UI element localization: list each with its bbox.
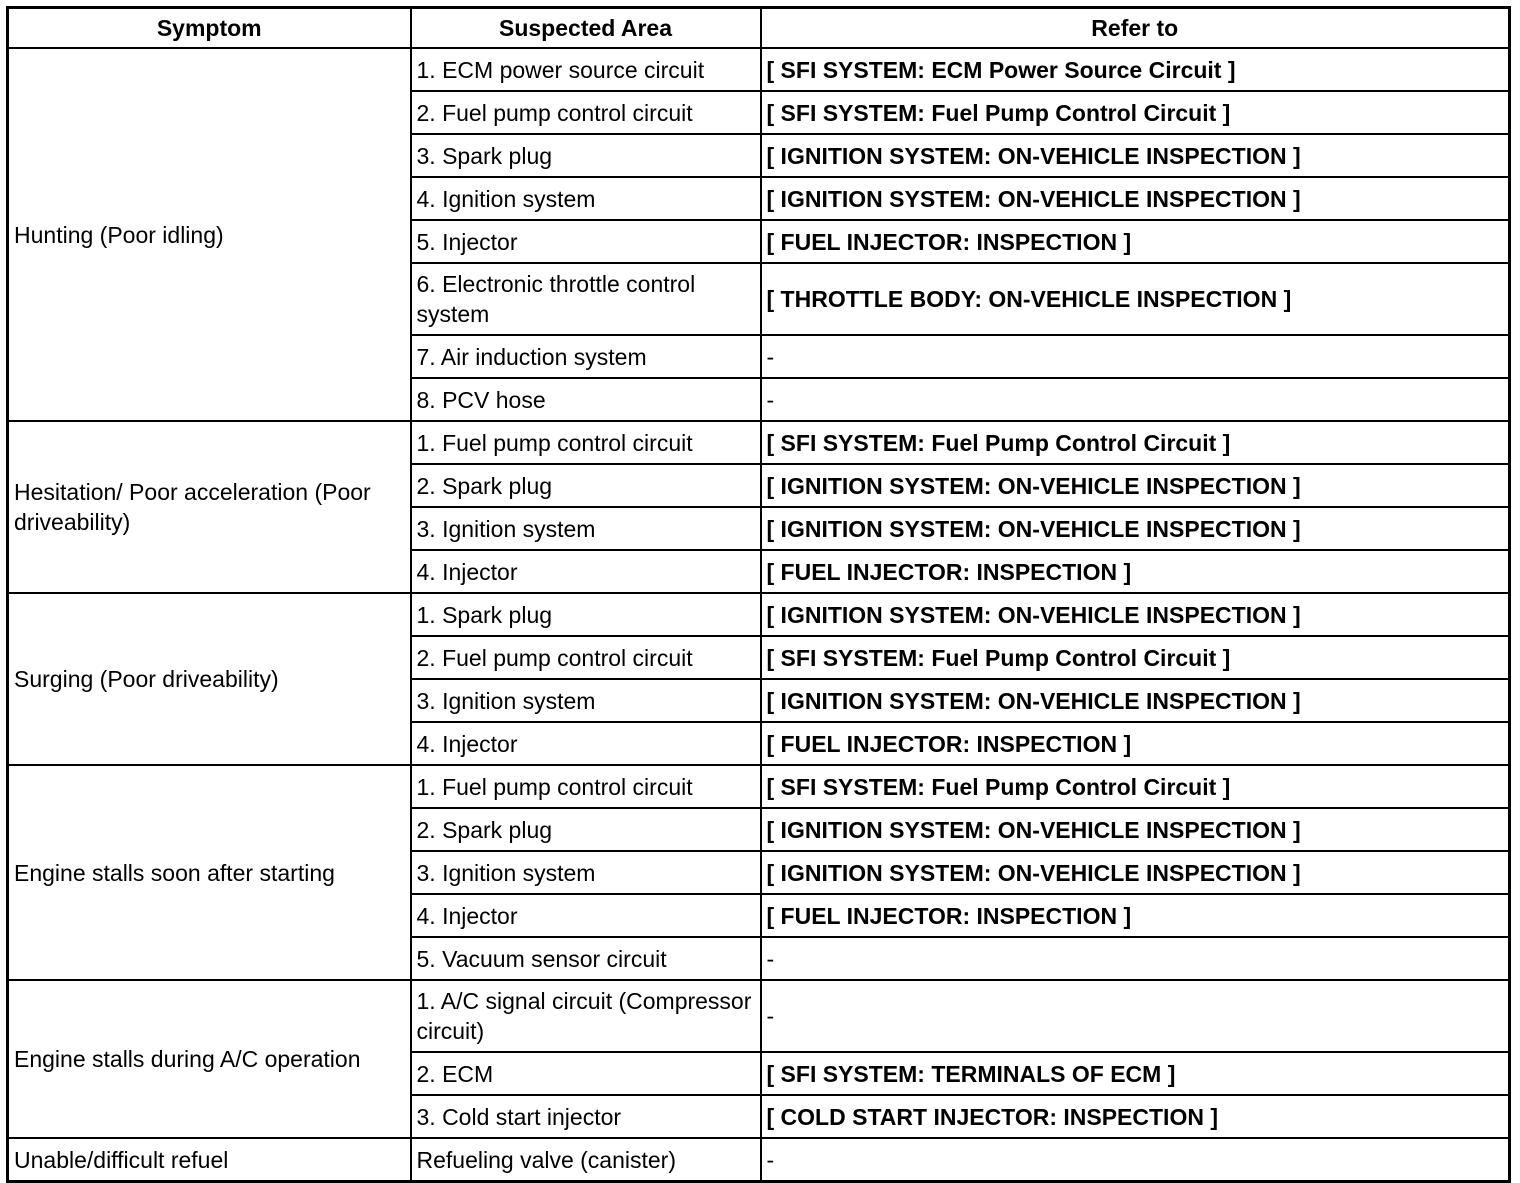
suspected-area-cell: 4. Injector <box>411 722 761 765</box>
suspected-area-cell: 3. Ignition system <box>411 851 761 894</box>
refer-to-link[interactable]: [ IGNITION SYSTEM: ON-VEHICLE INSPECTION ] <box>761 464 1510 507</box>
symptom-cell: Hesitation/ Poor acceleration (Poor driveability) <box>8 421 411 593</box>
refer-to-link[interactable]: [ SFI SYSTEM: TERMINALS OF ECM ] <box>761 1052 1510 1095</box>
refer-to-link[interactable]: [ IGNITION SYSTEM: ON-VEHICLE INSPECTION ] <box>761 679 1510 722</box>
refer-to-link[interactable]: [ FUEL INJECTOR: INSPECTION ] <box>761 550 1510 593</box>
refer-to-link[interactable]: [ IGNITION SYSTEM: ON-VEHICLE INSPECTION ] <box>761 808 1510 851</box>
refer-to-link[interactable]: [ FUEL INJECTOR: INSPECTION ] <box>761 722 1510 765</box>
suspected-area-cell: Refueling valve (canister) <box>411 1138 761 1182</box>
refer-to-link[interactable]: [ SFI SYSTEM: Fuel Pump Control Circuit ] <box>761 91 1510 134</box>
refer-to-link[interactable]: [ IGNITION SYSTEM: ON-VEHICLE INSPECTION ] <box>761 177 1510 220</box>
symptom-column-header: Symptom <box>8 8 411 49</box>
symptom-cell: Engine stalls during A/C operation <box>8 980 411 1138</box>
symptom-cell: Unable/difficult refuel <box>8 1138 411 1182</box>
refer-to-cell: - <box>761 937 1510 980</box>
suspected-area-cell: 1. ECM power source circuit <box>411 48 761 91</box>
refer-to-link[interactable]: [ COLD START INJECTOR: INSPECTION ] <box>761 1095 1510 1138</box>
refer-to-link[interactable]: [ IGNITION SYSTEM: ON-VEHICLE INSPECTION ] <box>761 507 1510 550</box>
suspected-area-cell: 2. Fuel pump control circuit <box>411 91 761 134</box>
symptom-cell: Engine stalls soon after starting <box>8 765 411 980</box>
suspected-area-cell: 7. Air induction system <box>411 335 761 378</box>
table-header <box>8 8 1510 49</box>
table-row <box>8 1138 1510 1182</box>
table-row <box>8 593 1510 636</box>
suspected-area-cell: 3. Ignition system <box>411 679 761 722</box>
refer-to-link[interactable]: [ FUEL INJECTOR: INSPECTION ] <box>761 220 1510 263</box>
suspected-area-cell: 1. Spark plug <box>411 593 761 636</box>
suspected-area-cell: 3. Spark plug <box>411 134 761 177</box>
suspected-area-cell: 4. Injector <box>411 894 761 937</box>
suspected-area-cell: 8. PCV hose <box>411 378 761 421</box>
refer-to-link[interactable]: [ SFI SYSTEM: Fuel Pump Control Circuit ] <box>761 765 1510 808</box>
suspected-area-cell: 1. Fuel pump control circuit <box>411 421 761 464</box>
symptom-cell: Surging (Poor driveability) <box>8 593 411 765</box>
refer-to-link[interactable]: [ SFI SYSTEM: Fuel Pump Control Circuit ] <box>761 636 1510 679</box>
refer-to-cell: - <box>761 1138 1510 1182</box>
suspected-area-cell: 6. Electronic throttle control system <box>411 263 761 335</box>
suspected-area-cell: 1. A/C signal circuit (Compressor circuit) <box>411 980 761 1052</box>
suspected-area-cell: 2. ECM <box>411 1052 761 1095</box>
table-row <box>8 48 1510 91</box>
suspected-area-cell: 5. Injector <box>411 220 761 263</box>
suspected-area-cell: 4. Injector <box>411 550 761 593</box>
suspected-area-cell: 3. Ignition system <box>411 507 761 550</box>
suspected-area-cell: 2. Spark plug <box>411 464 761 507</box>
refer-to-link[interactable]: [ FUEL INJECTOR: INSPECTION ] <box>761 894 1510 937</box>
table-row <box>8 980 1510 1052</box>
refer-to-link[interactable]: [ IGNITION SYSTEM: ON-VEHICLE INSPECTION ] <box>761 593 1510 636</box>
header-row <box>8 8 1510 49</box>
refer-to-column-header: Refer to <box>761 8 1510 49</box>
table-row <box>8 765 1510 808</box>
refer-to-link[interactable]: [ SFI SYSTEM: ECM Power Source Circuit ] <box>761 48 1510 91</box>
symptom-cell: Hunting (Poor idling) <box>8 48 411 421</box>
suspected-area-cell: 4. Ignition system <box>411 177 761 220</box>
suspected-area-column-header: Suspected Area <box>411 8 761 49</box>
suspected-area-cell: 1. Fuel pump control circuit <box>411 765 761 808</box>
suspected-area-cell: 3. Cold start injector <box>411 1095 761 1138</box>
refer-to-link[interactable]: [ SFI SYSTEM: Fuel Pump Control Circuit ] <box>761 421 1510 464</box>
refer-to-link[interactable]: [ THROTTLE BODY: ON-VEHICLE INSPECTION ] <box>761 263 1510 335</box>
suspected-area-cell: 2. Spark plug <box>411 808 761 851</box>
refer-to-cell: - <box>761 378 1510 421</box>
table-row <box>8 421 1510 464</box>
troubleshooting-table <box>6 6 1511 1183</box>
refer-to-link[interactable]: [ IGNITION SYSTEM: ON-VEHICLE INSPECTION ] <box>761 134 1510 177</box>
suspected-area-cell: 5. Vacuum sensor circuit <box>411 937 761 980</box>
table-body <box>8 48 1510 1182</box>
suspected-area-cell: 2. Fuel pump control circuit <box>411 636 761 679</box>
refer-to-link[interactable]: [ IGNITION SYSTEM: ON-VEHICLE INSPECTION ] <box>761 851 1510 894</box>
refer-to-cell: - <box>761 980 1510 1052</box>
refer-to-cell: - <box>761 335 1510 378</box>
